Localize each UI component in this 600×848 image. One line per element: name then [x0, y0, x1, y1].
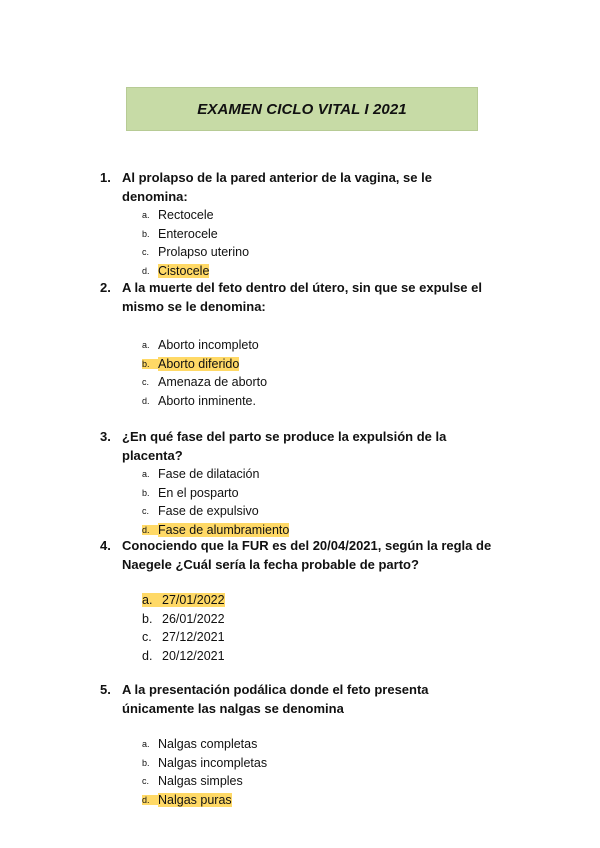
question-number: 2. — [100, 280, 111, 295]
option-d: d. Aborto inminente. — [142, 393, 256, 408]
options-list — [142, 735, 500, 809]
option-c: c. Amenaza de aborto — [142, 375, 268, 390]
options-list — [142, 336, 500, 410]
option-d-correct: d. Cistocele — [142, 263, 210, 278]
highlighted-answer: Cistocele — [158, 263, 210, 278]
question-3 — [100, 427, 500, 539]
option-a: a. Nalgas completas — [142, 737, 258, 752]
option-b-correct: b. Aborto diferido — [142, 356, 240, 371]
question-number: 1. — [100, 170, 111, 185]
question-text: Al prolapso de la pared anterior de la vagina, se le denomina: — [122, 170, 432, 204]
options-list — [142, 591, 500, 665]
option-b: b. Enterocele — [142, 226, 218, 241]
highlighted-answer: 27/01/2022 — [162, 593, 225, 608]
question-number: 4. — [100, 538, 111, 553]
option-b: b. En el posparto — [142, 485, 239, 500]
option-a: a. Aborto incompleto — [142, 338, 259, 353]
options-list — [142, 465, 500, 539]
option-d-correct: d. Fase de alumbramiento — [142, 522, 290, 537]
highlighted-answer: Nalgas puras — [158, 792, 232, 807]
highlighted-answer: Fase de alumbramiento — [158, 522, 290, 537]
question-number: 3. — [100, 429, 111, 444]
option-d: d. 20/12/2021 — [142, 648, 225, 663]
option-b: b. Nalgas incompletas — [142, 755, 268, 770]
options-list — [142, 206, 500, 280]
option-a-correct: a. 27/01/2022 — [142, 593, 225, 608]
question-number: 5. — [100, 682, 111, 697]
exam-title: EXAMEN CICLO VITAL I 2021 — [126, 87, 478, 131]
option-c: c. 27/12/2021 — [142, 630, 225, 645]
option-c: c. Nalgas simples — [142, 774, 243, 789]
highlighted-answer: Aborto diferido — [158, 356, 240, 371]
question-4 — [100, 536, 500, 665]
question-text: A la presentación podálica donde el feto presenta únicamente las nalgas se denomina — [122, 682, 429, 716]
question-5 — [100, 680, 500, 809]
option-b: b. 26/01/2022 — [142, 611, 225, 626]
question-text: Conociendo que la FUR es del 20/04/2021, según la regla de Naegele ¿Cuál sería la fecha probable de parto? — [122, 538, 492, 572]
option-c: c. Prolapso uterino — [142, 245, 250, 260]
question-text: A la muerte del feto dentro del útero, sin que se expulse el mismo se le denomina: — [122, 280, 482, 314]
option-a: a. Fase de dilatación — [142, 467, 260, 482]
question-2 — [100, 278, 500, 410]
question-text: ¿En qué fase del parto se produce la expulsión de la placenta? — [122, 429, 447, 463]
option-a: a. Rectocele — [142, 208, 214, 223]
option-d-correct: d. Nalgas puras — [142, 792, 232, 807]
question-1 — [100, 168, 500, 280]
option-c: c. Fase de expulsivo — [142, 504, 259, 519]
